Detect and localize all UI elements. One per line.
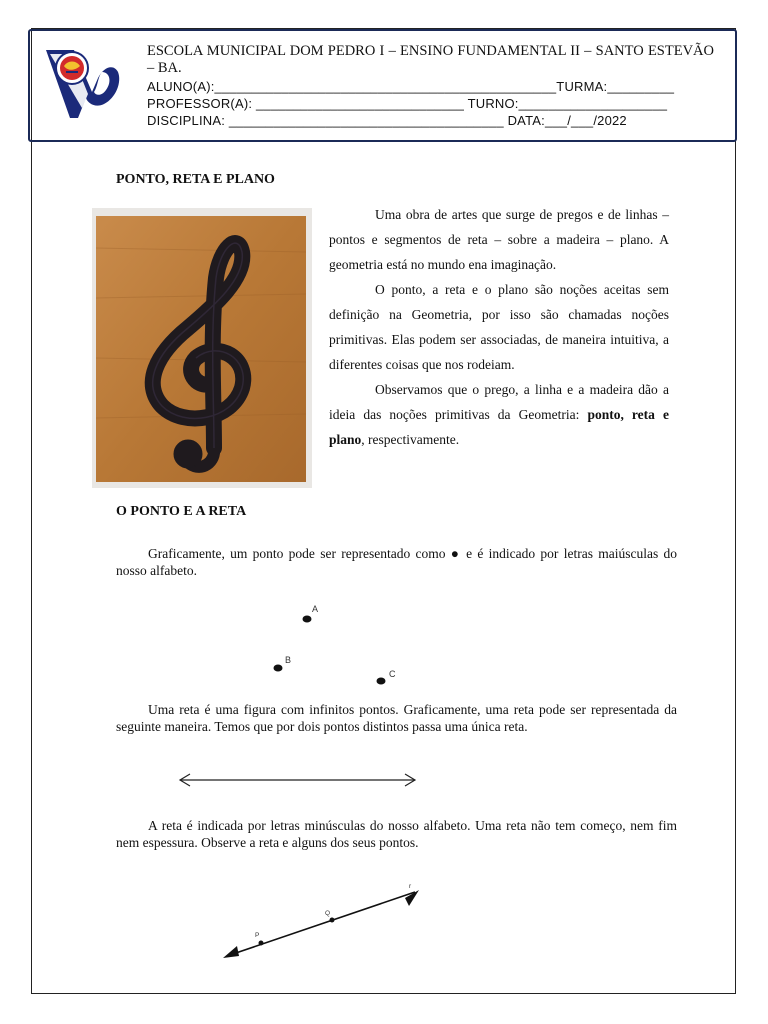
intro-text	[329, 202, 669, 452]
student-field-line: ALUNO(A):______________________________________________TURMA:_________	[147, 79, 675, 94]
point-c-label: C	[389, 669, 396, 679]
line-notation-text	[116, 817, 677, 851]
line-paragraph: Uma reta é uma figura com infinitos pontos. Graficamente, uma reta pode ser representada da seguinte maneira. Temos que por dois pontos distintos passa uma única reta.	[116, 702, 677, 734]
section-title-ponto-e-reta: O PONTO E A RETA	[116, 504, 247, 519]
point-p	[259, 941, 264, 946]
point-q	[330, 918, 335, 923]
line-r-label: r	[409, 883, 412, 890]
point-c	[377, 678, 386, 685]
point-b	[274, 665, 283, 672]
point-p-label: P	[255, 932, 260, 939]
school-logo	[42, 42, 122, 126]
primitive-notions-bold: ponto, reta e plano	[329, 407, 669, 447]
point-a-label: A	[312, 604, 319, 614]
intro-paragraph-1: Uma obra de artes que surge de pregos e de linhas – pontos e segmentos de reta – sobre a madeira – plano. A geometria está no mundo ena imaginação.	[329, 207, 669, 272]
point-a	[303, 616, 312, 623]
point-q-label: Q	[325, 910, 331, 917]
point-b-label: B	[285, 655, 292, 665]
line-figure	[170, 766, 425, 794]
subject-date-line: DISCIPLINA: _____________________________________ DATA:___/___/2022	[147, 113, 627, 128]
teacher-field-line: PROFESSOR(A): ____________________________ TURNO:____________________	[147, 96, 668, 111]
intro-paragraph-2: O ponto, a reta e o plano são noções aceitas sem definição na Geometria, por isso são chamadas noções primitivas. Elas podem ser associadas, de maneira intuitiva, a diferentes coisas que nos rodeiam.	[329, 282, 669, 372]
line-r	[227, 892, 415, 956]
line-notation-paragraph: A reta é indicada por letras minúsculas do nosso alfabeto. Uma reta não tem começo, nem fim nem espessura. Observe a reta e alguns dos seus pontos.	[116, 818, 677, 850]
point-definition-text	[116, 545, 677, 579]
line-with-points-figure	[215, 880, 425, 965]
school-name: ESCOLA MUNICIPAL DOM PEDRO I – ENSINO FUNDAMENTAL II – SANTO ESTEVÃO – BA.	[147, 43, 714, 76]
arrowhead-left-icon	[223, 946, 239, 958]
treble-clef-string-art-image	[92, 208, 312, 488]
points-figure	[260, 600, 410, 690]
line-definition-text	[116, 701, 677, 735]
intro-paragraph-3: Observamos que o prego, a linha e a madeira dão a ideia das noções primitivas da Geometria: ponto, reta e plano, respectivamente.	[329, 382, 669, 447]
point-paragraph: Graficamente, um ponto pode ser representado como ● e é indicado por letras maiúsculas do nosso alfabeto.	[116, 546, 677, 578]
section-title-ponto-reta-plano: PONTO, RETA E PLANO	[116, 172, 275, 187]
